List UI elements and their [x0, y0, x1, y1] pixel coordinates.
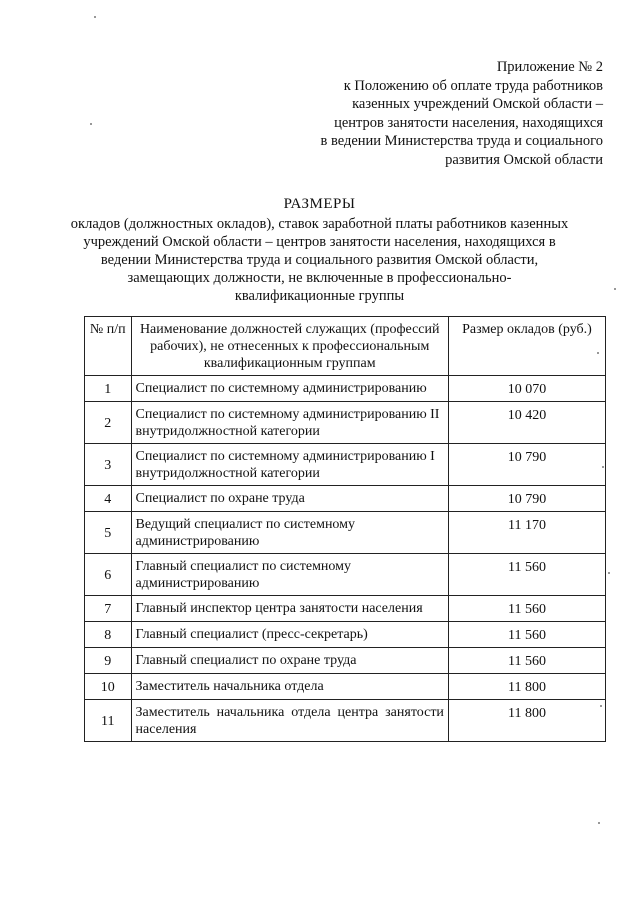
row-num: 8: [85, 622, 132, 648]
row-name: Специалист по системному администрированию II внутридолжностной категории: [131, 402, 448, 444]
table-row: [85, 402, 606, 444]
header-name: Наименование должностей служащих (профессий рабочих), не отнесенных к профессиональным квалификационным группам: [131, 317, 448, 376]
scan-speck: [90, 123, 92, 125]
salary-table: [84, 316, 606, 742]
scan-speck: [94, 16, 96, 18]
row-name: Ведущий специалист по системному администрированию: [131, 512, 448, 554]
table-row: [85, 512, 606, 554]
appendix-line: Приложение № 2: [496, 59, 603, 75]
row-num: 6: [85, 554, 132, 596]
table-row: [85, 444, 606, 486]
row-salary: 11 560: [448, 648, 605, 674]
appendix-line: к Положению об оплате труда работников: [343, 77, 603, 94]
table-header-row: [85, 317, 606, 376]
scan-speck: [598, 822, 600, 824]
row-name: Специалист по охране труда: [131, 486, 448, 512]
row-num: 7: [85, 596, 132, 622]
header-salary: Размер окладов (руб.): [448, 317, 605, 376]
row-salary: 11 560: [448, 622, 605, 648]
row-name: Специалист по системному администрированию I внутридолжностной категории: [131, 444, 448, 486]
scan-speck: [602, 466, 604, 468]
table-row: [85, 596, 606, 622]
row-name: Главный специалист по охране труда: [131, 648, 448, 674]
scan-speck: [608, 572, 610, 574]
row-salary: 11 800: [448, 700, 605, 742]
document-title: РАЗМЕРЫ: [283, 196, 356, 212]
row-num: 4: [85, 486, 132, 512]
row-num: 11: [85, 700, 132, 742]
row-salary: 11 560: [448, 596, 605, 622]
appendix-line: казенных учреждений Омской области –: [352, 96, 603, 112]
appendix-line: в ведении Министерства труда и социального: [320, 133, 603, 149]
document-subtitle: [70, 215, 569, 305]
row-num: 1: [85, 376, 132, 402]
row-salary: 11 800: [448, 674, 605, 700]
row-num: 9: [85, 648, 132, 674]
table-row: [85, 674, 606, 700]
row-name: Главный специалист (пресс-секретарь): [131, 622, 448, 648]
row-salary: 10 070: [448, 376, 605, 402]
subtitle-line: ведении Министерства труда и социального развития Омской области,: [100, 252, 539, 268]
row-name: Заместитель начальника отдела: [131, 674, 448, 700]
table-row: [85, 554, 606, 596]
table-row: [85, 648, 606, 674]
scan-speck: [600, 705, 602, 707]
row-name: Специалист по системному администрированию: [131, 376, 448, 402]
row-name: Главный инспектор центра занятости населения: [131, 596, 448, 622]
table-row: [85, 700, 606, 742]
header-num: № п/п: [85, 317, 132, 376]
scan-speck: [614, 288, 616, 290]
subtitle-line: окладов (должностных окладов), ставок заработной платы работников казенных: [70, 216, 569, 232]
row-num: 2: [85, 402, 132, 444]
table-row: [85, 622, 606, 648]
row-num: 10: [85, 674, 132, 700]
table-row: [85, 376, 606, 402]
table-row: [85, 486, 606, 512]
subtitle-line: учреждений Омской области – центров занятости населения, находящихся в: [83, 234, 556, 250]
row-salary: 10 790: [448, 486, 605, 512]
subtitle-line: замещающих должности, не включенные в профессионально-: [127, 270, 512, 286]
row-name: Заместитель начальника отдела центра занятости населения: [131, 700, 448, 742]
row-salary: 11 560: [448, 554, 605, 596]
subtitle-line: квалификационные группы: [234, 288, 405, 304]
appendix-line: развития Омской области: [445, 151, 603, 168]
row-name: Главный специалист по системному администрированию: [131, 554, 448, 596]
row-salary: 10 790: [448, 444, 605, 486]
row-num: 5: [85, 512, 132, 554]
row-salary: 10 420: [448, 402, 605, 444]
row-salary: 11 170: [448, 512, 605, 554]
appendix-line: центров занятости населения, находящихся: [334, 114, 603, 131]
appendix-note: [273, 58, 603, 169]
scan-speck: [597, 352, 599, 354]
row-num: 3: [85, 444, 132, 486]
